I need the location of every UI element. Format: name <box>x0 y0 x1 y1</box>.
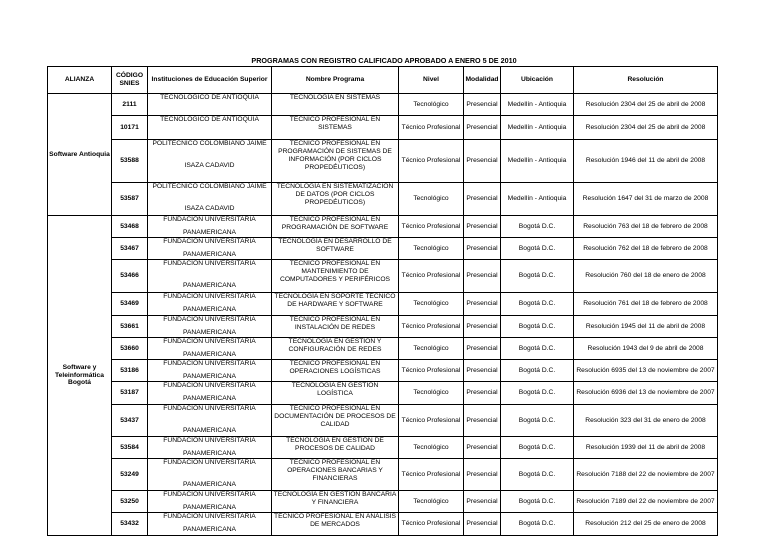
resolucion-cell: Resolución 760 del 18 de enero de 2008 <box>574 260 718 293</box>
nivel-cell: Técnico Profesional <box>399 459 464 491</box>
ubicacion-cell: Bogotá D.C. <box>501 491 574 513</box>
ubicacion-cell: Bogotá D.C. <box>501 360 574 382</box>
table-row <box>48 94 718 116</box>
institucion-cell <box>148 183 272 216</box>
resolucion-cell: Resolución 7189 del 22 de noviembre de 2007 <box>574 491 718 513</box>
table-row <box>48 338 718 360</box>
nivel-cell: Tecnológico <box>399 437 464 459</box>
table-row <box>48 216 718 238</box>
resolucion-cell: Resolución 1939 del 11 de abril de 2008 <box>574 437 718 459</box>
ubicacion-cell: Bogotá D.C. <box>501 216 574 238</box>
nivel-cell: Técnico Profesional <box>399 216 464 238</box>
header-codigo: CÓDIGO SNIES <box>112 67 148 94</box>
institucion-line: POLITÉCNICO COLOMBIANO JAIME <box>152 140 267 147</box>
codigo-cell: 2111 <box>112 94 148 116</box>
institucion-cell <box>148 216 272 238</box>
resolucion-cell: Resolución 1945 del 11 de abril de 2008 <box>574 316 718 338</box>
table-row <box>48 459 718 491</box>
alianza-cell: Software Antioquia <box>48 94 112 216</box>
resolucion-cell: Resolución 2304 del 25 de abril de 2008 <box>574 94 718 116</box>
modalidad-cell: Presencial <box>464 260 501 293</box>
programa-cell: TECNOLOGÍA EN GESTIÓN LOGÍSTICA <box>272 382 399 405</box>
page-title: PROGRAMAS CON REGISTRO CALIFICADO APROBADO A ENERO 5 DE 2010 <box>251 56 517 65</box>
institucion-cell <box>148 116 272 140</box>
codigo-cell: 53432 <box>112 513 148 536</box>
institucion-line: FUNDACIÓN UNIVERSITARIA <box>163 293 256 300</box>
nivel-cell: Tecnológico <box>399 94 464 116</box>
institucion-line: TECNOLÓGICO DE ANTIOQUIA <box>160 94 259 101</box>
institucion-line: ISAZA CADAVID <box>184 161 235 169</box>
codigo-cell: 53187 <box>112 382 148 405</box>
table-row <box>48 405 718 437</box>
programs-table <box>47 66 718 536</box>
resolucion-cell: Resolución 1946 del 11 de abril de 2008 <box>574 140 718 183</box>
institucion-line: FUNDACIÓN UNIVERSITARIA <box>163 437 256 444</box>
institucion-line: PANAMERICANA <box>182 372 236 380</box>
ubicacion-cell: Bogotá D.C. <box>501 316 574 338</box>
modalidad-cell: Presencial <box>464 116 501 140</box>
programa-cell: TECNOLOGÍA EN GESTIÓN Y CONFIGURACIÓN DE REDES <box>272 338 399 360</box>
resolucion-cell: Resolución 7188 del 22 de noviembre de 2007 <box>574 459 718 491</box>
nivel-cell: Técnico Profesional <box>399 360 464 382</box>
programa-cell: TECNOLOGÍA EN GESTIÓN DE PROCESOS DE CALIDAD <box>272 437 399 459</box>
ubicacion-cell: Bogotá D.C. <box>501 459 574 491</box>
institucion-cell <box>148 140 272 183</box>
institucion-cell <box>148 316 272 338</box>
ubicacion-cell: Medellín - Antioquia <box>501 140 574 183</box>
ubicacion-cell: Bogotá D.C. <box>501 238 574 260</box>
institucion-line: POLITÉCNICO COLOMBIANO JAIME <box>152 183 267 190</box>
nivel-cell: Tecnológico <box>399 382 464 405</box>
table-row <box>48 360 718 382</box>
resolucion-cell: Resolución 1647 del 31 de marzo de 2008 <box>574 183 718 216</box>
resolucion-cell: Resolución 1943 del 9 de abril de 2008 <box>574 338 718 360</box>
codigo-cell: 53584 <box>112 437 148 459</box>
header-ubicacion: Ubicación <box>501 67 574 94</box>
alianza-cell: Software y Teleinformática Bogotá <box>48 216 112 536</box>
ubicacion-cell: Bogotá D.C. <box>501 405 574 437</box>
institucion-line: PANAMERICANA <box>182 449 236 457</box>
institucion-line: FUNDACIÓN UNIVERSITARIA <box>163 360 256 367</box>
institucion-line: PANAMERICANA <box>182 228 236 236</box>
institucion-line: PANAMERICANA <box>182 328 236 336</box>
programa-cell: TECNOLOGÍA EN GESTIÓN BANCARIA Y FINANCIERA <box>272 491 399 513</box>
nivel-cell: Técnico Profesional <box>399 513 464 536</box>
modalidad-cell: Presencial <box>464 338 501 360</box>
programa-cell: TECNOLOGÍA EN DESARROLLO DE SOFTWARE <box>272 238 399 260</box>
modalidad-cell: Presencial <box>464 140 501 183</box>
ubicacion-cell: Bogotá D.C. <box>501 338 574 360</box>
nivel-cell: Tecnológico <box>399 338 464 360</box>
modalidad-cell: Presencial <box>464 360 501 382</box>
programa-cell: TÉCNICO PROFESIONAL EN OPERACIONES BANCARIAS Y FINANCIERAS <box>272 459 399 491</box>
header-nivel: Nivel <box>399 67 464 94</box>
institucion-cell <box>148 260 272 293</box>
header-programa: Nombre Programa <box>272 67 399 94</box>
modalidad-cell: Presencial <box>464 94 501 116</box>
institucion-line: FUNDACIÓN UNIVERSITARIA <box>163 338 256 345</box>
codigo-cell: 53660 <box>112 338 148 360</box>
institucion-line: PANAMERICANA <box>182 281 236 289</box>
programa-cell: TÉCNICO PROFESIONAL EN PROGRAMACIÓN DE SOFTWARE <box>272 216 399 238</box>
institucion-cell <box>148 405 272 437</box>
header-modalidad: Modalidad <box>464 67 501 94</box>
institucion-line: FUNDACIÓN UNIVERSITARIA <box>163 382 256 389</box>
table-row <box>48 513 718 536</box>
institucion-line: PANAMERICANA <box>182 250 236 258</box>
codigo-cell: 53468 <box>112 216 148 238</box>
resolucion-cell: Resolución 212 del 25 de enero de 2008 <box>574 513 718 536</box>
modalidad-cell: Presencial <box>464 459 501 491</box>
institucion-line: PANAMERICANA <box>182 503 236 511</box>
institucion-line: FUNDACIÓN UNIVERSITARIA <box>163 459 256 466</box>
institucion-line: PANAMERICANA <box>182 394 236 402</box>
codigo-cell: 53437 <box>112 405 148 437</box>
institucion-cell <box>148 238 272 260</box>
nivel-cell: Técnico Profesional <box>399 140 464 183</box>
nivel-cell: Tecnológico <box>399 238 464 260</box>
institucion-line: PANAMERICANA <box>182 426 236 434</box>
programa-cell: TÉCNICO PROFESIONAL EN PROGRAMACIÓN DE SISTEMAS DE INFORMACIÓN (POR CICLOS PROPEDÉUTICOS) <box>272 140 399 183</box>
table-row <box>48 316 718 338</box>
codigo-cell: 53186 <box>112 360 148 382</box>
programa-cell: TÉCNICO PROFESIONAL EN ANÁLISIS DE MERCADOS <box>272 513 399 536</box>
resolucion-cell: Resolución 6935 del 13 de noviembre de 2007 <box>574 360 718 382</box>
institucion-cell <box>148 360 272 382</box>
codigo-cell: 53588 <box>112 140 148 183</box>
ubicacion-cell: Bogotá D.C. <box>501 293 574 316</box>
institucion-cell <box>148 513 272 536</box>
resolucion-cell: Resolución 762 del 18 de febrero de 2008 <box>574 238 718 260</box>
modalidad-cell: Presencial <box>464 405 501 437</box>
codigo-cell: 10171 <box>112 116 148 140</box>
ubicacion-cell: Medellín - Antioquia <box>501 183 574 216</box>
resolucion-cell: Resolución 323 del 31 de enero de 2008 <box>574 405 718 437</box>
programa-cell: TECNOLOGÍA EN SOPORTE TÉCNICO DE HARDWARE Y SOFTWARE <box>272 293 399 316</box>
modalidad-cell: Presencial <box>464 216 501 238</box>
programa-cell: TÉCNICO PROFESIONAL EN INSTALACIÓN DE REDES <box>272 316 399 338</box>
table-row <box>48 491 718 513</box>
programa-cell: TECNOLOGÍA EN SISTEMATIZACIÓN DE DATOS (POR CICLOS PROPEDÉUTICOS) <box>272 183 399 216</box>
nivel-cell: Tecnológico <box>399 183 464 216</box>
header-row <box>48 67 718 94</box>
institucion-cell <box>148 338 272 360</box>
institucion-cell <box>148 491 272 513</box>
institucion-cell <box>148 94 272 116</box>
nivel-cell: Técnico Profesional <box>399 316 464 338</box>
codigo-cell: 53250 <box>112 491 148 513</box>
programa-cell: TÉCNICO PROFESIONAL EN MANTENIMIENTO DE COMPUTADORES Y PERIFÉRICOS <box>272 260 399 293</box>
institucion-line: ISAZA CADAVID <box>184 204 235 212</box>
modalidad-cell: Presencial <box>464 293 501 316</box>
nivel-cell: Técnico Profesional <box>399 260 464 293</box>
ubicacion-cell: Bogotá D.C. <box>501 513 574 536</box>
table-row <box>48 382 718 405</box>
institucion-line: FUNDACIÓN UNIVERSITARIA <box>163 216 256 223</box>
institucion-cell <box>148 293 272 316</box>
institucion-line: PANAMERICANA <box>182 350 236 358</box>
programa-cell: TÉCNICO PROFESIONAL EN SISTEMAS <box>272 116 399 140</box>
institucion-line: FUNDACIÓN UNIVERSITARIA <box>163 238 256 245</box>
institucion-line: TECNOLÓGICO DE ANTIOQUIA <box>160 116 259 123</box>
table-row <box>48 140 718 183</box>
institucion-cell <box>148 459 272 491</box>
ubicacion-cell: Medellín - Antioquia <box>501 116 574 140</box>
resolucion-cell: Resolución 763 del 18 de febrero de 2008 <box>574 216 718 238</box>
modalidad-cell: Presencial <box>464 491 501 513</box>
codigo-cell: 53466 <box>112 260 148 293</box>
resolucion-cell: Resolución 761 del 18 de febrero de 2008 <box>574 293 718 316</box>
institucion-line: FUNDACIÓN UNIVERSITARIA <box>163 491 256 498</box>
institucion-line: PANAMERICANA <box>182 480 236 488</box>
institucion-line: PANAMERICANA <box>182 525 236 533</box>
institucion-line: FUNDACIÓN UNIVERSITARIA <box>163 513 256 520</box>
ubicacion-cell: Bogotá D.C. <box>501 382 574 405</box>
codigo-cell: 53661 <box>112 316 148 338</box>
table-row <box>48 183 718 216</box>
programa-cell: TECNOLOGÍA EN SISTEMAS <box>272 94 399 116</box>
codigo-cell: 53249 <box>112 459 148 491</box>
institucion-line: PANAMERICANA <box>182 305 236 313</box>
modalidad-cell: Presencial <box>464 316 501 338</box>
institucion-line: FUNDACIÓN UNIVERSITARIA <box>163 405 256 412</box>
codigo-cell: 53587 <box>112 183 148 216</box>
programa-cell: TÉCNICO PROFESIONAL EN OPERACIONES LOGÍSTICAS <box>272 360 399 382</box>
nivel-cell: Técnico Profesional <box>399 116 464 140</box>
nivel-cell: Tecnológico <box>399 293 464 316</box>
nivel-cell: Técnico Profesional <box>399 405 464 437</box>
ubicacion-cell: Bogotá D.C. <box>501 437 574 459</box>
modalidad-cell: Presencial <box>464 437 501 459</box>
modalidad-cell: Presencial <box>464 238 501 260</box>
header-institucion: Instituciones de Educación Superior <box>148 67 272 94</box>
codigo-cell: 53467 <box>112 238 148 260</box>
table-row <box>48 238 718 260</box>
resolucion-cell: Resolución 2304 del 25 de abril de 2008 <box>574 116 718 140</box>
ubicacion-cell: Bogotá D.C. <box>501 260 574 293</box>
codigo-cell: 53469 <box>112 293 148 316</box>
table-row <box>48 293 718 316</box>
nivel-cell: Tecnológico <box>399 491 464 513</box>
header-resolucion: Resolución <box>574 67 718 94</box>
table-row <box>48 260 718 293</box>
modalidad-cell: Presencial <box>464 513 501 536</box>
table-row <box>48 437 718 459</box>
programa-cell: TÉCNICO PROFESIONAL EN DOCUMENTACIÓN DE PROCESOS DE CALIDAD <box>272 405 399 437</box>
institucion-cell <box>148 437 272 459</box>
resolucion-cell: Resolución 6936 del 13 de noviembre de 2007 <box>574 382 718 405</box>
modalidad-cell: Presencial <box>464 382 501 405</box>
modalidad-cell: Presencial <box>464 183 501 216</box>
institucion-cell <box>148 382 272 405</box>
institucion-line: FUNDACIÓN UNIVERSITARIA <box>163 260 256 267</box>
table-row <box>48 116 718 140</box>
institucion-line: FUNDACIÓN UNIVERSITARIA <box>163 316 256 323</box>
ubicacion-cell: Medellín - Antioquia <box>501 94 574 116</box>
header-alianza: ALIANZA <box>48 67 112 94</box>
